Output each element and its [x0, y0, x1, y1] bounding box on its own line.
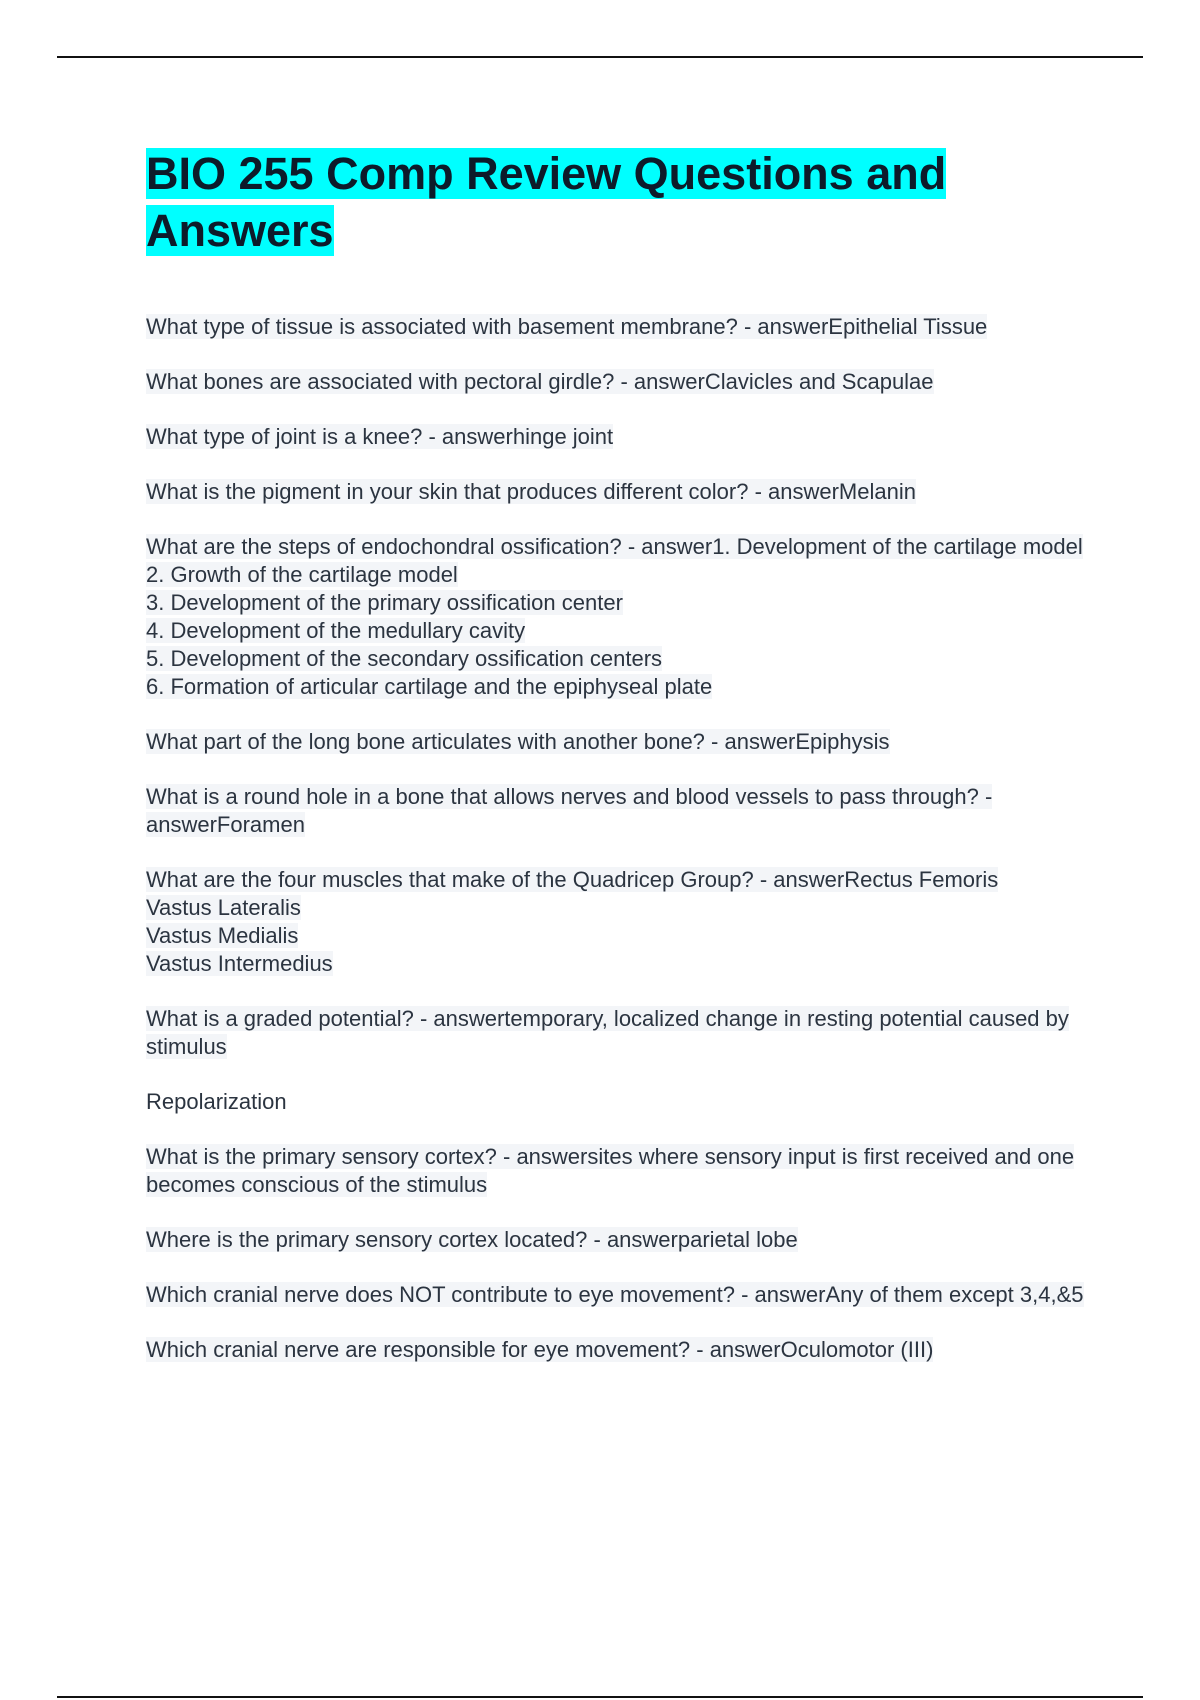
- qa-item: What are the four muscles that make of the Quadricep Group? - answerRectus Femoris Vastus Lateralis Vastus Medialis Vastus Intermedius: [146, 866, 1086, 978]
- qa-item: Which cranial nerve does NOT contribute to eye movement? - answerAny of them except 3,4,&5: [146, 1282, 1084, 1307]
- qa-item: What type of tissue is associated with basement membrane? - answerEpithelial Tissue: [146, 314, 988, 339]
- bottom-rule: [57, 1696, 1143, 1698]
- qa-item: What is the primary sensory cortex? - answersites where sensory input is first received and one becomes conscious of the stimulus: [146, 1144, 1075, 1197]
- plain-text: Repolarization: [146, 1089, 287, 1114]
- qa-item-line: Vastus Intermedius: [146, 951, 333, 976]
- qa-item: What is the pigment in your skin that produces different color? - answerMelanin: [146, 479, 916, 504]
- qa-item: What is a round hole in a bone that allows nerves and blood vessels to pass through? - answerForamen: [146, 784, 993, 837]
- document-body: [146, 145, 1086, 1391]
- qa-list: [146, 313, 1086, 1364]
- qa-item-line: 4. Development of the medullary cavity: [146, 618, 526, 643]
- top-rule: [57, 56, 1143, 58]
- qa-item: Which cranial nerve are responsible for eye movement? - answerOculomotor (III): [146, 1337, 934, 1362]
- qa-item: What bones are associated with pectoral girdle? - answerClavicles and Scapulae: [146, 369, 934, 394]
- qa-item-line: Vastus Medialis: [146, 923, 299, 948]
- qa-item: What type of joint is a knee? - answerhinge joint: [146, 424, 614, 449]
- qa-item-line: 2. Growth of the cartilage model: [146, 562, 458, 587]
- qa-item: Where is the primary sensory cortex located? - answerparietal lobe: [146, 1227, 798, 1252]
- document-title: BIO 255 Comp Review Questions and Answers: [146, 148, 947, 256]
- qa-item-line: 6. Formation of articular cartilage and the epiphyseal plate: [146, 674, 713, 699]
- qa-item-line: Vastus Lateralis: [146, 895, 301, 920]
- qa-item: What are the steps of endochondral ossification? - answer1. Development of the cartilage model 2. Growth of the cartilage model 3. Development of the primary ossification center 4. Development of the medullary cavity 5. Development of the secondary ossification centers 6. Formation of articular cartilage and the epiphyseal plate: [146, 533, 1086, 701]
- qa-item-line: 3. Development of the primary ossification center: [146, 590, 623, 615]
- qa-item: What is a graded potential? - answertemporary, localized change in resting potential caused by stimulus: [146, 1006, 1069, 1059]
- qa-item-line: 5. Development of the secondary ossification centers: [146, 646, 663, 671]
- qa-item: What part of the long bone articulates with another bone? - answerEpiphysis: [146, 729, 890, 754]
